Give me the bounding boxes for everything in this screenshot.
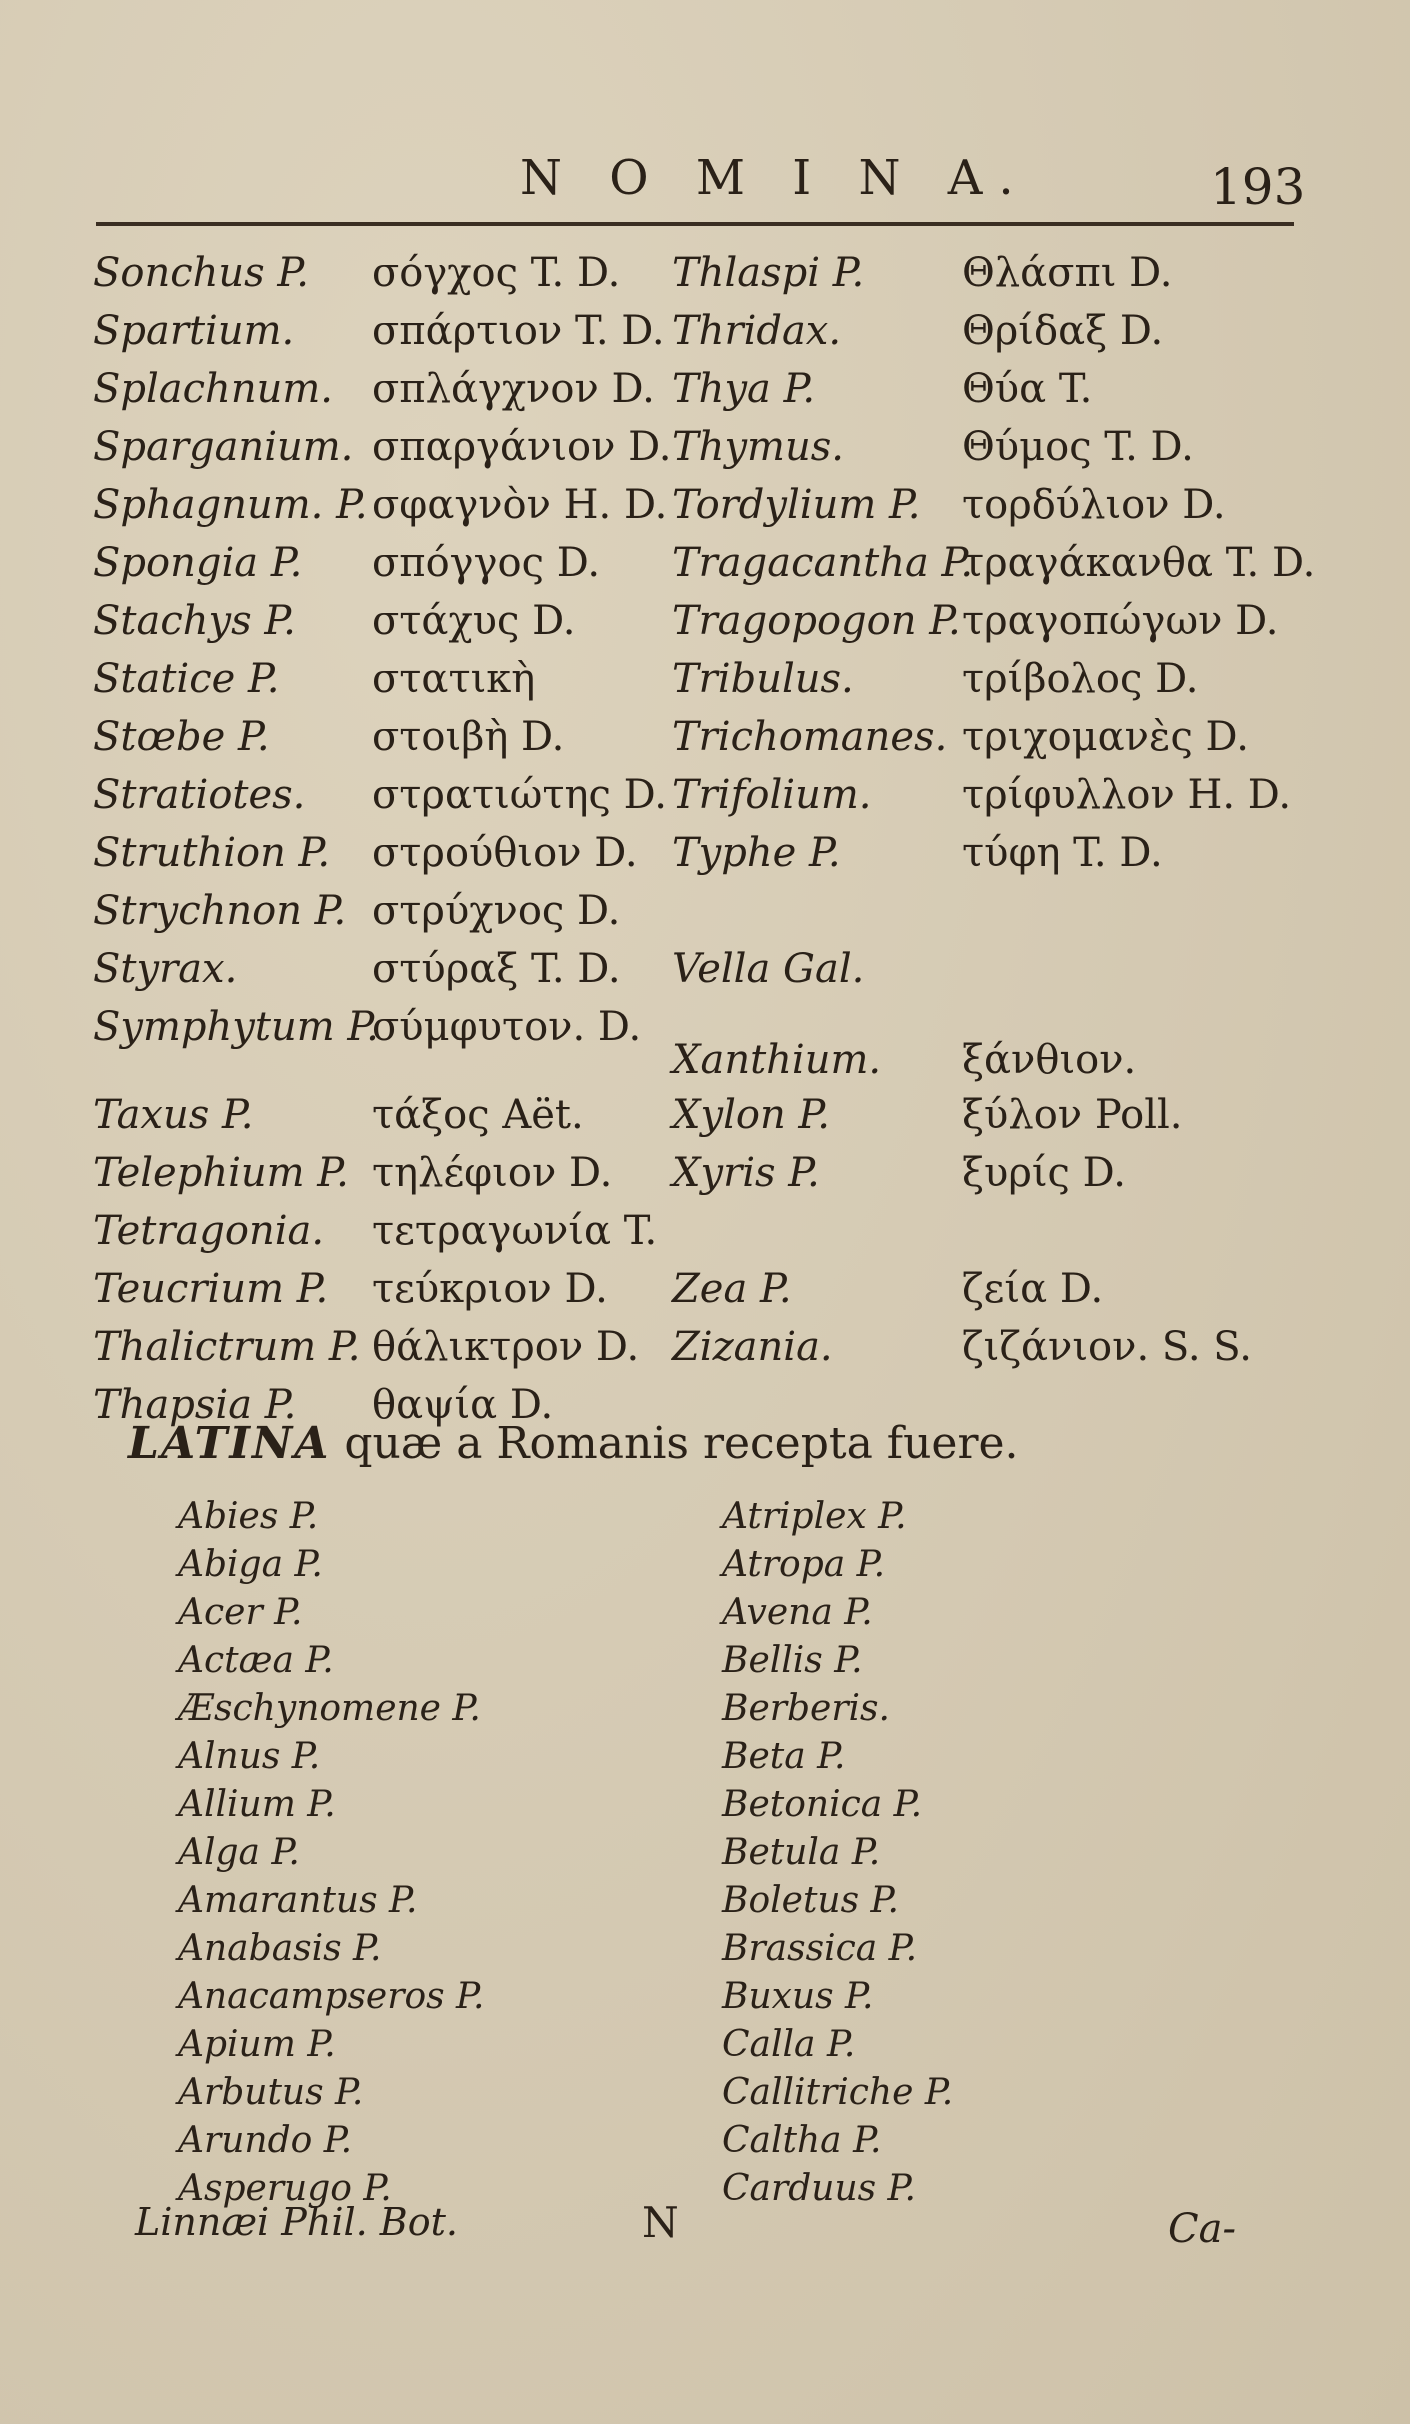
section-heading: [128, 1418, 1019, 1469]
latin-name: Zizania.: [672, 1324, 833, 1370]
latina-entry: Caltha P.: [722, 2120, 882, 2161]
greek-name-row: [0, 306, 1410, 364]
greek-name: τριχομανὲς D.: [962, 714, 1249, 760]
latina-entry: Alnus P.: [178, 1736, 321, 1777]
latin-name: Spongia P.: [93, 540, 303, 586]
footer-citation: Linnæi Phil. Bot.: [135, 2200, 458, 2244]
greek-name-row: [0, 1035, 1410, 1093]
latin-name: Telephium P.: [93, 1150, 349, 1196]
greek-name: στρατιώτης D.: [372, 772, 667, 818]
latin-name: Xyris P.: [672, 1150, 820, 1196]
greek-name: τορδύλιον D.: [962, 482, 1226, 528]
latina-list-row: [0, 2070, 1410, 2120]
latina-list-row: [0, 1974, 1410, 2024]
greek-name-row: [0, 944, 1410, 1002]
latin-name: Tetragonia.: [93, 1208, 325, 1254]
greek-name: τύφη T. D.: [962, 830, 1163, 876]
latina-list-row: [0, 1494, 1410, 1544]
greek-name: σύμφυτον. D.: [372, 1004, 642, 1050]
latina-entry: Alga P.: [178, 1832, 300, 1873]
latina-list-row: [0, 1542, 1410, 1592]
greek-name-row: [0, 538, 1410, 596]
latina-entry: Berberis.: [722, 1688, 890, 1729]
latin-name: Sphagnum. P.: [93, 482, 368, 528]
greek-name-row: [0, 1322, 1410, 1380]
page-number: 193: [1210, 158, 1306, 216]
greek-name-row: [0, 1148, 1410, 1206]
latin-name: Strychnon P.: [93, 888, 347, 934]
greek-name: σπάρτιον T. D.: [372, 308, 665, 354]
latina-list-row: [0, 1830, 1410, 1880]
latin-name: Taxus P.: [93, 1092, 254, 1138]
latin-name: Trifolium.: [672, 772, 872, 818]
greek-name: Θλάσπι D.: [962, 250, 1173, 296]
latin-name: Teucrium P.: [93, 1266, 329, 1312]
latina-entry: Arbutus P.: [178, 2072, 364, 2113]
latina-list-row: [0, 1638, 1410, 1688]
greek-name: στρούθιον D.: [372, 830, 638, 876]
latin-name: Statice P.: [93, 656, 280, 702]
latin-name: Xylon P.: [672, 1092, 830, 1138]
latin-name: Xanthium.: [672, 1037, 882, 1083]
greek-name: Θύμος T. D.: [962, 424, 1194, 470]
greek-name: Θύα T.: [962, 366, 1093, 412]
greek-name: σόγχος T. D.: [372, 250, 621, 296]
greek-name-row: [0, 1264, 1410, 1322]
latin-name: Stachys P.: [93, 598, 296, 644]
greek-name: ξύλον Poll.: [962, 1092, 1183, 1138]
greek-name: σπαργάνιον D.: [372, 424, 672, 470]
latin-name: Thlaspi P.: [672, 250, 865, 296]
greek-name: ξυρίς D.: [962, 1150, 1127, 1196]
greek-name: τεύκριον D.: [372, 1266, 608, 1312]
latin-name: Stratiotes.: [93, 772, 306, 818]
greek-name-row: [0, 770, 1410, 828]
signature-mark: N: [642, 2198, 679, 2247]
latin-name: Sparganium.: [93, 424, 354, 470]
latina-entry: Callitriche P.: [722, 2072, 954, 2113]
greek-name: στοιβὴ D.: [372, 714, 565, 760]
latina-entry: Actæa P.: [178, 1640, 334, 1681]
greek-name: Θρίδαξ D.: [962, 308, 1164, 354]
greek-name: τρίφυλλον H. D.: [962, 772, 1292, 818]
latin-name: Tragopogon P.: [672, 598, 961, 644]
latin-name: Tordylium P.: [672, 482, 921, 528]
greek-name-row: [0, 596, 1410, 654]
greek-name-row: [0, 480, 1410, 538]
greek-name: θάλικτρον D.: [372, 1324, 640, 1370]
latina-entry: Arundo P.: [178, 2120, 353, 2161]
latin-name: Spartium.: [93, 308, 295, 354]
latina-entry: Anabasis P.: [178, 1928, 382, 1969]
latina-list-row: [0, 1590, 1410, 1640]
latina-entry: Asperugo P.: [178, 2168, 392, 2209]
latina-list-row: [0, 1926, 1410, 1976]
latina-entry: Avena P.: [722, 1592, 873, 1633]
running-title: N O M I N A.: [520, 150, 1030, 206]
latina-entry: Carduus P.: [722, 2168, 916, 2209]
greek-name-row: [0, 712, 1410, 770]
latina-entry: Abiga P.: [178, 1544, 323, 1585]
latin-name: Splachnum.: [93, 366, 333, 412]
latina-list-row: [0, 2022, 1410, 2072]
latina-list-row: [0, 1782, 1410, 1832]
greek-name-row: [0, 1206, 1410, 1264]
latina-entry: Boletus P.: [722, 1880, 899, 1921]
latina-entry: Anacampseros P.: [178, 1976, 485, 2017]
latin-name: Symphytum P.: [93, 1004, 379, 1050]
greek-name: τραγοπώγων D.: [962, 598, 1279, 644]
latina-list-row: [0, 1686, 1410, 1736]
greek-name: θαψία D.: [372, 1382, 554, 1428]
latin-name: Styrax.: [93, 946, 238, 992]
latina-entry: Betula P.: [722, 1832, 881, 1873]
latina-entry: Amarantus P.: [178, 1880, 418, 1921]
latina-entry: Atriplex P.: [722, 1496, 907, 1537]
greek-name: τραγάκανθα T. D.: [962, 540, 1316, 586]
greek-name-row: [0, 828, 1410, 886]
greek-name: ξάνθιον.: [962, 1037, 1137, 1083]
greek-name: τηλέφιον D.: [372, 1150, 613, 1196]
latina-entry: Acer P.: [178, 1592, 303, 1633]
section-heading-lead: LATINA: [128, 1418, 331, 1469]
greek-name: στάχυς D.: [372, 598, 576, 644]
greek-name: σπόγγος D.: [372, 540, 601, 586]
greek-name: ζιζάνιον. S. S.: [962, 1324, 1252, 1370]
latina-entry: Betonica P.: [722, 1784, 923, 1825]
greek-name: τάξος Aët.: [372, 1092, 584, 1138]
latin-name: Struthion P.: [93, 830, 331, 876]
catchword: Ca-: [1168, 2206, 1236, 2252]
latina-entry: Allium P.: [178, 1784, 336, 1825]
greek-name: σπλάγχνον D.: [372, 366, 655, 412]
latin-name: Stœbe P.: [93, 714, 270, 760]
latin-name: Tribulus.: [672, 656, 854, 702]
latina-list-row: [0, 1734, 1410, 1784]
latina-list-row: [0, 2118, 1410, 2168]
latina-entry: Apium P.: [178, 2024, 336, 2065]
latina-entry: Calla P.: [722, 2024, 856, 2065]
latina-entry: Abies P.: [178, 1496, 319, 1537]
greek-name: τρίβολος D.: [962, 656, 1199, 702]
greek-name-row: [0, 364, 1410, 422]
latin-name: Trichomanes.: [672, 714, 948, 760]
latin-name: Thalictrum P.: [93, 1324, 361, 1370]
greek-name-row: [0, 654, 1410, 712]
greek-name: στρύχνος D.: [372, 888, 621, 934]
header-rule: [96, 222, 1294, 226]
latina-entry: Atropa P.: [722, 1544, 886, 1585]
greek-name-row: [0, 886, 1410, 944]
greek-name-row: [0, 248, 1410, 306]
latina-list-row: [0, 1878, 1410, 1928]
latin-name: Thridax.: [672, 308, 842, 354]
latina-entry: Æschynomene P.: [178, 1688, 481, 1729]
latin-name: Vella Gal.: [672, 946, 865, 992]
greek-name: τετραγωνία T.: [372, 1208, 658, 1254]
latina-entry: Bellis P.: [722, 1640, 863, 1681]
greek-name: ζεία D.: [962, 1266, 1104, 1312]
latina-entry: Beta P.: [722, 1736, 846, 1777]
greek-name: στατικὴ: [372, 656, 536, 702]
greek-name-row: [0, 1090, 1410, 1148]
greek-name: σφαγνὸν H. D.: [372, 482, 668, 528]
greek-name-row: [0, 422, 1410, 480]
latina-entry: Buxus P.: [722, 1976, 874, 2017]
latin-name: Thya P.: [672, 366, 816, 412]
latin-name: Zea P.: [672, 1266, 792, 1312]
latina-entry: Brassica P.: [722, 1928, 918, 1969]
latin-name: Sonchus P.: [93, 250, 309, 296]
section-heading-rest: quæ a Romanis recepta fuere.: [330, 1418, 1019, 1469]
latin-name: Tragacantha P.: [672, 540, 974, 586]
latin-name: Typhe P.: [672, 830, 841, 876]
latin-name: Thymus.: [672, 424, 844, 470]
greek-name: στύραξ T. D.: [372, 946, 621, 992]
latin-name: Thapsia P.: [93, 1382, 297, 1428]
